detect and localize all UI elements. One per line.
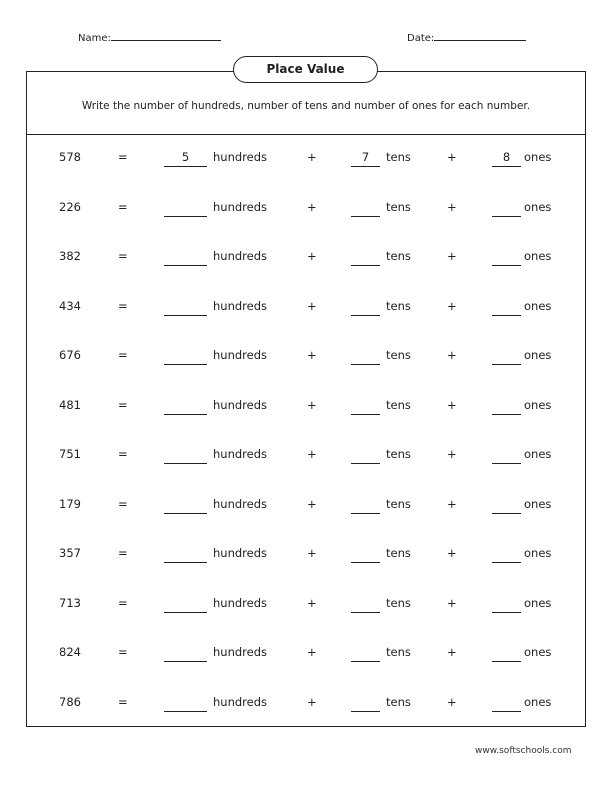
- tens-answer[interactable]: 7: [351, 150, 380, 167]
- hundreds-answer[interactable]: [164, 200, 207, 217]
- tens-answer[interactable]: [351, 249, 380, 266]
- problem-row: [0, 247, 612, 297]
- hundreds-word: hundreds: [213, 595, 268, 610]
- plus-sign: +: [447, 249, 457, 263]
- equals-sign: =: [118, 645, 128, 659]
- hundreds-word: hundreds: [213, 397, 268, 412]
- equals-sign: =: [118, 348, 128, 362]
- tens-word: tens: [386, 298, 411, 313]
- ones-answer[interactable]: [492, 200, 521, 217]
- hundreds-answer[interactable]: [164, 299, 207, 316]
- hundreds-answer[interactable]: [164, 645, 207, 662]
- tens-answer[interactable]: [351, 596, 380, 613]
- tens-word: tens: [386, 694, 411, 709]
- hundreds-word: hundreds: [213, 150, 268, 164]
- ones-answer[interactable]: [492, 447, 521, 464]
- plus-sign: +: [447, 199, 457, 214]
- tens-answer[interactable]: [351, 695, 380, 712]
- problem-row: [0, 643, 612, 693]
- plus-sign: +: [447, 496, 457, 511]
- plus-sign: +: [307, 645, 317, 659]
- ones-answer[interactable]: [492, 348, 521, 365]
- problem-number: 786: [59, 694, 81, 709]
- plus-sign: +: [307, 199, 317, 214]
- plus-sign: +: [307, 397, 317, 412]
- hundreds-answer[interactable]: [164, 695, 207, 712]
- problem-number: 481: [59, 397, 81, 412]
- ones-answer[interactable]: [492, 596, 521, 613]
- ones-word: ones: [524, 150, 552, 164]
- ones-word: ones: [524, 249, 552, 263]
- plus-sign: +: [447, 546, 457, 560]
- ones-answer[interactable]: [492, 497, 521, 514]
- plus-sign: +: [307, 694, 317, 709]
- name-field[interactable]: [78, 30, 221, 44]
- plus-sign: +: [447, 150, 457, 164]
- problem-row: [0, 148, 612, 198]
- hundreds-word: hundreds: [213, 694, 268, 709]
- hundreds-word: hundreds: [213, 546, 268, 560]
- problem-row: [0, 297, 612, 347]
- hundreds-word: hundreds: [213, 298, 268, 313]
- hundreds-answer[interactable]: [164, 497, 207, 514]
- problem-row: [0, 445, 612, 495]
- tens-word: tens: [386, 595, 411, 610]
- tens-word: tens: [386, 546, 411, 560]
- ones-word: ones: [524, 397, 552, 412]
- plus-sign: +: [447, 645, 457, 659]
- problem-number: 824: [59, 645, 81, 659]
- ones-answer[interactable]: [492, 695, 521, 712]
- ones-answer[interactable]: 8: [492, 150, 521, 167]
- tens-word: tens: [386, 348, 411, 362]
- plus-sign: +: [307, 546, 317, 560]
- tens-word: tens: [386, 496, 411, 511]
- plus-sign: +: [447, 298, 457, 313]
- name-blank[interactable]: [111, 30, 221, 41]
- ones-answer[interactable]: [492, 299, 521, 316]
- hundreds-word: hundreds: [213, 348, 268, 362]
- tens-word: tens: [386, 150, 411, 164]
- date-blank[interactable]: [434, 30, 526, 41]
- date-field[interactable]: [407, 30, 526, 44]
- problem-number: 357: [59, 546, 81, 560]
- equals-sign: =: [118, 595, 128, 610]
- hundreds-answer[interactable]: [164, 546, 207, 563]
- plus-sign: +: [307, 249, 317, 263]
- problem-number: 713: [59, 595, 81, 610]
- hundreds-answer[interactable]: [164, 249, 207, 266]
- equals-sign: =: [118, 546, 128, 560]
- ones-answer[interactable]: [492, 645, 521, 662]
- problem-number: 226: [59, 199, 81, 214]
- equals-sign: =: [118, 150, 128, 164]
- ones-word: ones: [524, 199, 552, 214]
- equals-sign: =: [118, 298, 128, 313]
- tens-word: tens: [386, 447, 411, 461]
- tens-answer[interactable]: [351, 200, 380, 217]
- hundreds-word: hundreds: [213, 496, 268, 511]
- worksheet-title: Place Value: [233, 56, 378, 83]
- problem-row: [0, 693, 612, 743]
- ones-word: ones: [524, 595, 552, 610]
- problem-number: 676: [59, 348, 81, 362]
- hundreds-answer[interactable]: 5: [164, 150, 207, 167]
- name-label: Name:: [78, 33, 111, 44]
- equals-sign: =: [118, 249, 128, 263]
- equals-sign: =: [118, 199, 128, 214]
- hundreds-word: hundreds: [213, 645, 268, 659]
- ones-word: ones: [524, 645, 552, 659]
- tens-answer[interactable]: [351, 645, 380, 662]
- tens-answer[interactable]: [351, 546, 380, 563]
- plus-sign: +: [307, 348, 317, 362]
- ones-word: ones: [524, 348, 552, 362]
- problem-row: [0, 396, 612, 446]
- problem-row: [0, 346, 612, 396]
- ones-word: ones: [524, 694, 552, 709]
- plus-sign: +: [447, 397, 457, 412]
- equals-sign: =: [118, 496, 128, 511]
- hundreds-word: hundreds: [213, 447, 268, 461]
- ones-answer[interactable]: [492, 249, 521, 266]
- tens-word: tens: [386, 249, 411, 263]
- tens-answer[interactable]: [351, 398, 380, 415]
- ones-word: ones: [524, 298, 552, 313]
- hundreds-answer[interactable]: [164, 398, 207, 415]
- hundreds-answer[interactable]: [164, 348, 207, 365]
- problem-row: [0, 594, 612, 644]
- plus-sign: +: [307, 595, 317, 610]
- hundreds-answer[interactable]: [164, 596, 207, 613]
- plus-sign: +: [447, 595, 457, 610]
- plus-sign: +: [307, 298, 317, 313]
- divider: [26, 134, 586, 135]
- problem-number: 578: [59, 150, 81, 164]
- plus-sign: +: [307, 447, 317, 461]
- plus-sign: +: [447, 694, 457, 709]
- problem-number: 179: [59, 496, 81, 511]
- instructions: Write the number of hundreds, number of tens and number of ones for each number.: [81, 100, 531, 112]
- problem-row: [0, 495, 612, 545]
- ones-answer[interactable]: [492, 398, 521, 415]
- plus-sign: +: [307, 496, 317, 511]
- tens-word: tens: [386, 199, 411, 214]
- equals-sign: =: [118, 397, 128, 412]
- ones-word: ones: [524, 447, 552, 461]
- plus-sign: +: [447, 348, 457, 362]
- tens-answer[interactable]: [351, 447, 380, 464]
- plus-sign: +: [307, 150, 317, 164]
- problem-row: [0, 198, 612, 248]
- tens-word: tens: [386, 397, 411, 412]
- problem-list: [0, 148, 612, 742]
- ones-answer[interactable]: [492, 546, 521, 563]
- ones-word: ones: [524, 546, 552, 560]
- tens-answer[interactable]: [351, 348, 380, 365]
- problem-number: 382: [59, 249, 81, 263]
- tens-answer[interactable]: [351, 497, 380, 514]
- hundreds-word: hundreds: [213, 199, 268, 214]
- equals-sign: =: [118, 447, 128, 461]
- tens-answer[interactable]: [351, 299, 380, 316]
- problem-row: [0, 544, 612, 594]
- problem-number: 751: [59, 447, 81, 461]
- problem-number: 434: [59, 298, 81, 313]
- hundreds-answer[interactable]: [164, 447, 207, 464]
- hundreds-word: hundreds: [213, 249, 268, 263]
- date-label: Date:: [407, 33, 435, 44]
- equals-sign: =: [118, 694, 128, 709]
- footer-url: www.softschools.com: [475, 746, 572, 756]
- tens-word: tens: [386, 645, 411, 659]
- ones-word: ones: [524, 496, 552, 511]
- plus-sign: +: [447, 447, 457, 461]
